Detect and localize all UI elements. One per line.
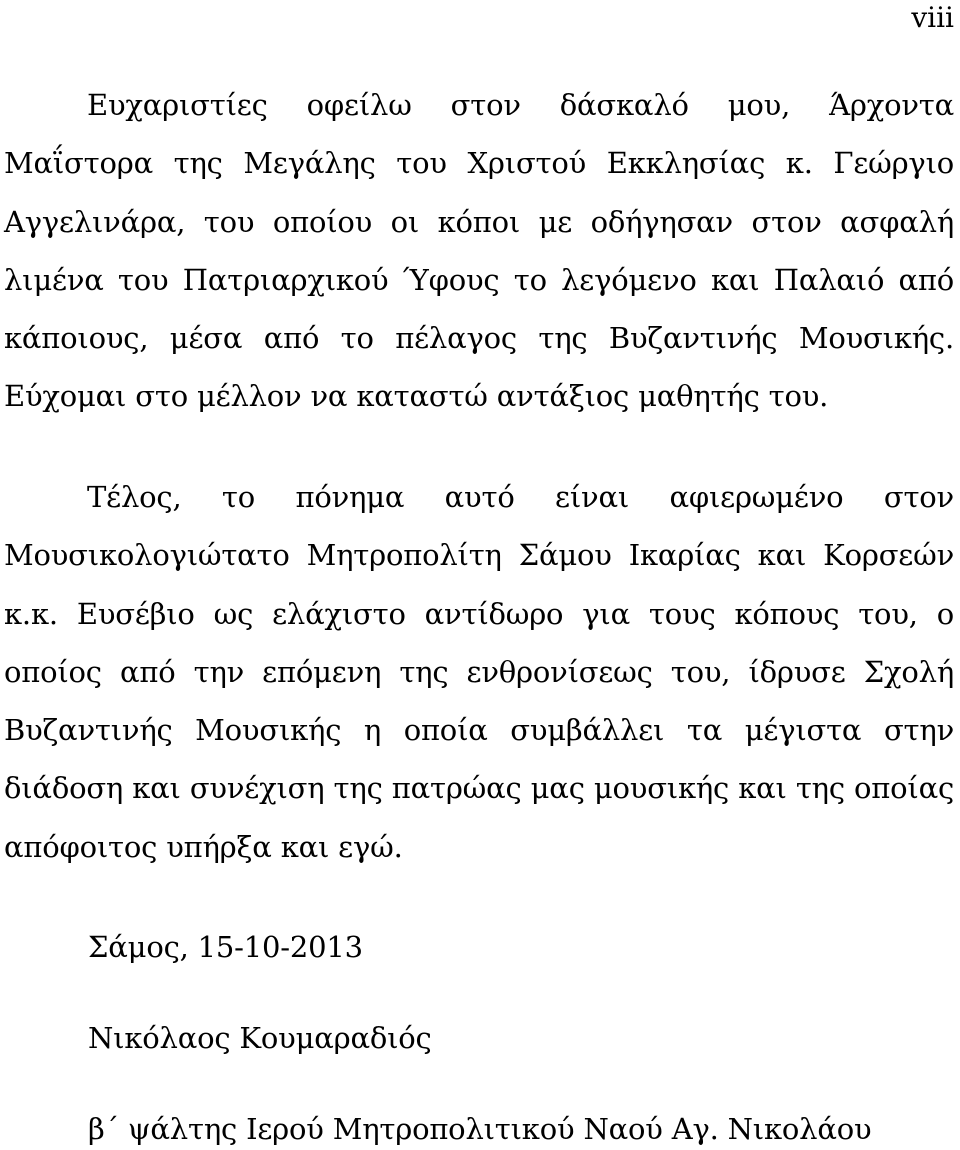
acknowledgment-paragraph: Ευχαριστίες οφείλω στον δάσκαλό μου, Άρχοντα Μαΐστορα της Μεγάλης του Χριστού Εκκλησίας κ. Γεώργιο Αγγελινάρα, του οποίου οι κόποι με οδήγησαν στον ασφαλή λιμένα του Πατριαρχικού Ύφους το λεγόμενο και Παλαιό από κάποιους, μέσα από το πέλαγος της Βυζαντινής Μουσικής. Εύχομαι στο μέλλον να καταστώ αντάξιος μαθητής του. <box>4 88 954 414</box>
place-date: Σάμος, 15-10-2013 <box>88 930 363 964</box>
page-number: viii <box>911 1 954 34</box>
dedication-paragraph: Τέλος, το πόνημα αυτό είναι αφιερωμένο στον Μουσικολογιώτατο Μητροπολίτη Σάμου Ικαρίας και Κορσεών κ.κ. Ευσέβιο ως ελάχιστο αντίδωρο για τους κόπους του, ο οποίος από την επόμενη της ενθρονίσεως του, ίδρυσε Σχολή Βυζαντινής Μουσικής η οποία συμβάλλει τα μέγιστα στην διάδοση και συνέχιση της πατρώας μας μουσικής και της οποίας απόφοιτος υπήρξα και εγώ. <box>4 480 954 864</box>
author-name: Νικόλαος Κουμαραδιός <box>88 1021 432 1055</box>
author-title: β΄ ψάλτης Ιερού Μητροπολιτικού Ναού Αγ. Νικολάου <box>88 1112 872 1146</box>
